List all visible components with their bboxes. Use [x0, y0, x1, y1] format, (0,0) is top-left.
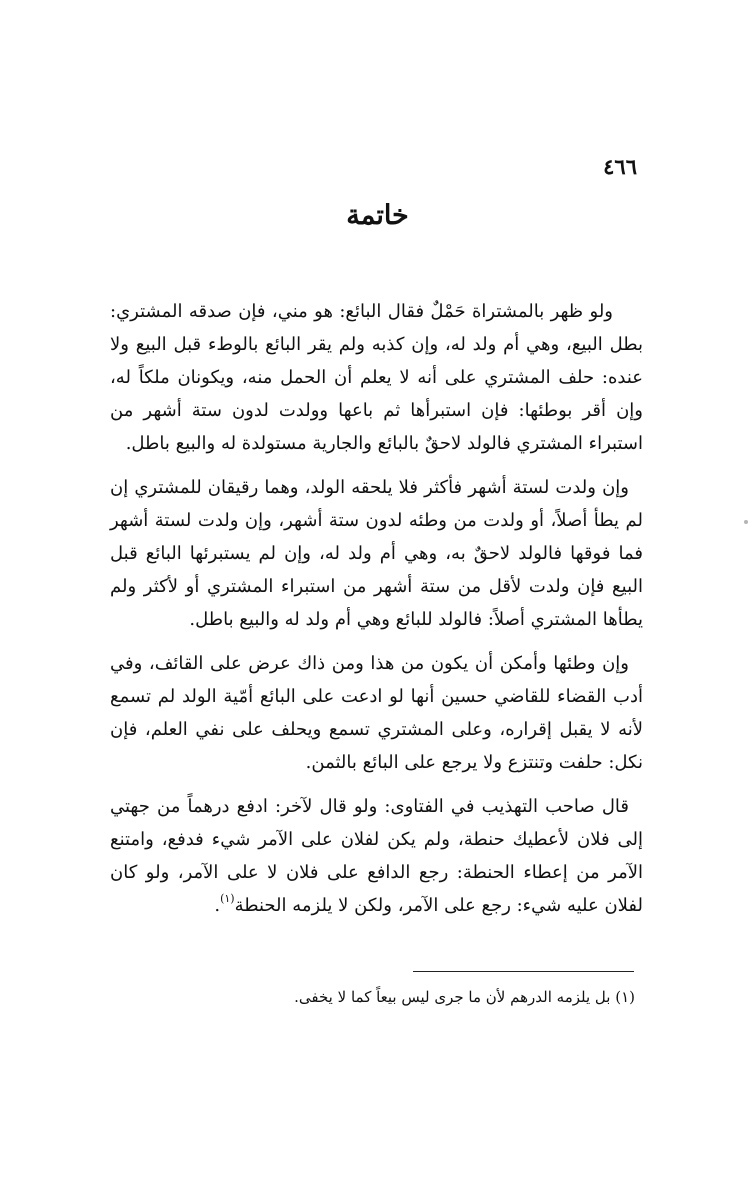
- paragraph-3: وإن وطئها وأمكن أن يكون من هذا ومن ذاك عرض على القائف، وفي أدب القضاء للقاضي حسين أنها لو ادعت على البائع أمّية الولد لم تسمع لأنه لا يقبل إقراره، وعلى المشتري تسمع ويحلف على نفي العلم، فإن نكل: حلفت وتنتزع ولا يرجع على البائع بالثمن.: [110, 653, 643, 773]
- footnote-reference[interactable]: (١): [220, 892, 235, 905]
- paragraph-4-end: .: [214, 895, 221, 916]
- footnote: (١) بل يلزمه الدرهم لأن ما جرى ليس بيعاً كما لا يخفى.: [294, 988, 635, 1006]
- scan-speck: [744, 520, 748, 524]
- paragraph-4: [110, 790, 643, 922]
- body-text: [110, 295, 643, 933]
- paragraph-2: وإن ولدت لستة أشهر فأكثر فلا يلحقه الولد، وهما رقيقان للمشتري إن لم يطأ أصلاً، أو ولدت من وطئه لدون ستة أشهر، وإن ولدت لستة أشهر فما فوقها فالولد لاحقٌ به، وهي أم ولد له، وإن لم يستبرئها البائع قبل البيع فإن ولدت لأقل من ستة أشهر من استبراء المشتري أو لأكثر ولم يطأها المشتري أصلاً: فالولد للبائع وهي أم ولد له والبيع باطل.: [110, 477, 643, 630]
- paragraph-1: ولو ظهر بالمشتراة حَمْلٌ فقال البائع: هو مني، فإن صدقه المشتري: بطل البيع، وهي أم ولد له، وإن كذبه ولم يقر البائع بالوطء قبل البيع ولا عنده: حلف المشتري على أنه لا يعلم أن الحمل منه، ويكونان ملكاً له، وإن أقر بوطئها: فإن استبرأها ثم باعها وولدت لدون ستة أشهر من استبراء المشتري فالولد لاحقٌ بالبائع والجارية مستولدة له والبيع باطل.: [110, 301, 643, 454]
- chapter-title: خاتمة: [346, 200, 409, 231]
- paragraph-4-text: قال صاحب التهذيب في الفتاوى: ولو قال لآخر: ادفع درهماً من جهتي إلى فلان لأعطيك حنطة، ولم يكن لفلان على الآمر شيء فدفع، وامتنع الآمر من إعطاء الحنطة: رجع الدافع على فلان لا على الآمر، ولو كان لفلان عليه شيء: رجع على الآمر، ولكن لا يلزمه الحنطة: [110, 796, 643, 916]
- page-number: ٤٦٦: [603, 154, 637, 179]
- footnote-divider: [413, 971, 634, 972]
